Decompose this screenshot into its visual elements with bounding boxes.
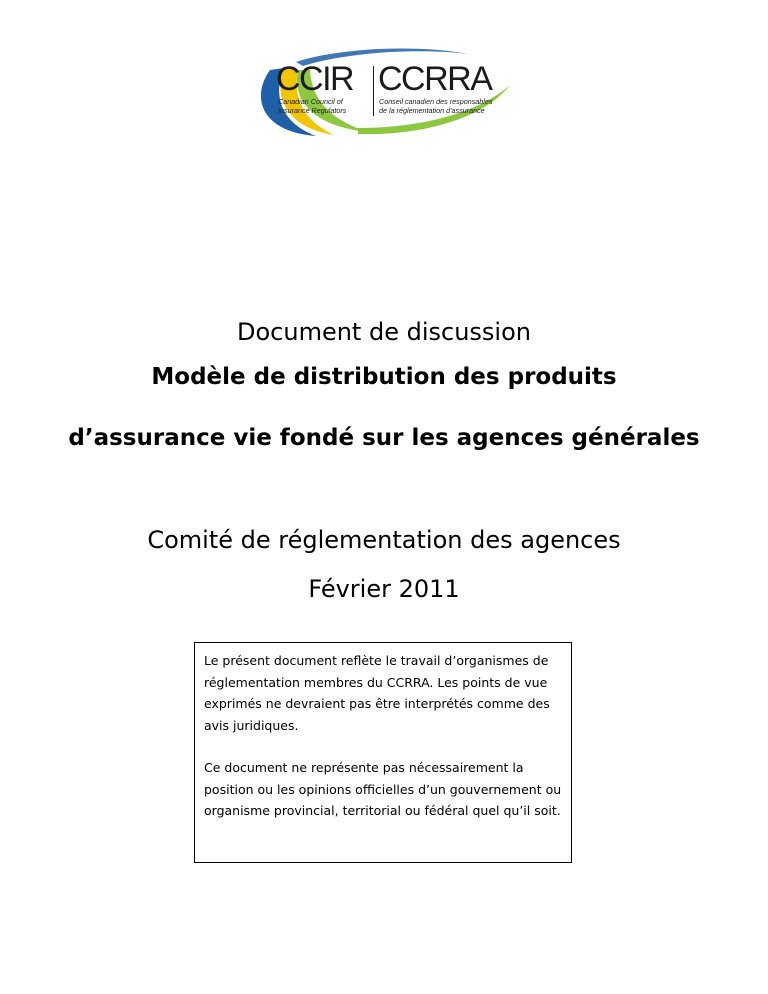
document-title-line-1: Modèle de distribution des produits [151, 364, 617, 390]
logo-name-en: Canadian Council of Insurance Regulators [278, 97, 347, 115]
document-type: Document de discussion [237, 318, 531, 346]
logo-acronym-fr: CCRRA [378, 60, 492, 98]
ccir-ccrra-logo [248, 40, 518, 140]
document-date: Février 2011 [308, 575, 460, 603]
disclaimer-box [194, 642, 572, 863]
committee-name: Comité de réglementation des agences [147, 526, 621, 554]
document-title-line-2: d’assurance vie fondé sur les agences générales [68, 425, 700, 451]
logo-acronym-en: CCIR [276, 60, 354, 98]
logo-name-fr: Conseil canadien des responsables de la réglementation d'assurance [379, 97, 493, 115]
disclaimer-paragraph-2: Ce document ne représente pas nécessairement la position ou les opinions officielles d’un gouvernement ou organisme provincial, territorial ou fédéral quel qu’il soit. [204, 760, 562, 818]
disclaimer-paragraph-1: Le présent document reflète le travail d’organismes de réglementation membres du CCRRA. Les points de vue exprimés ne devraient pas être interprétés comme des avis juridiques. [204, 653, 550, 733]
logo-divider [373, 66, 374, 116]
